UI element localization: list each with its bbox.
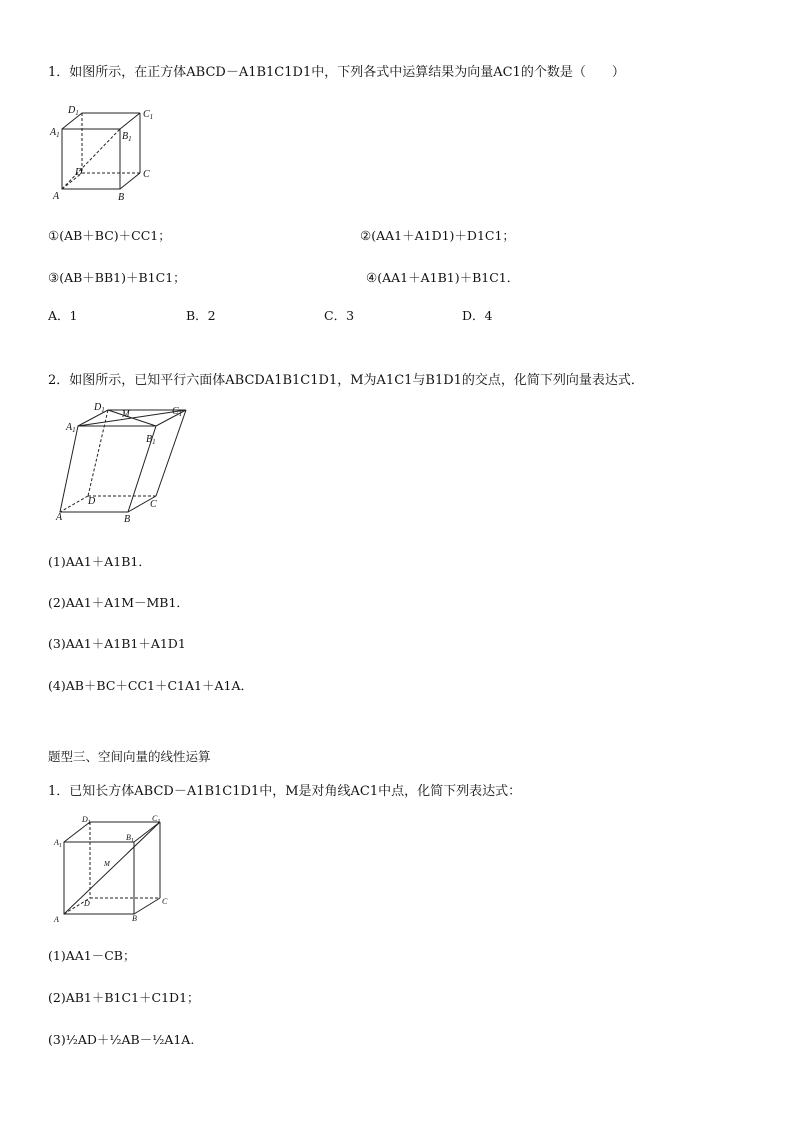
- svg-text:D1: $D_1$: [94, 402, 105, 414]
- q1-item-4: ④(AA1＋A1B1)＋B1C1．: [366, 270, 520, 285]
- q3-item-2: (2)AB1＋B1C1＋C1D1；: [48, 990, 200, 1005]
- svg-text:A: A: [56, 512, 63, 523]
- q1-item-2: ②(AA1＋A1D1)＋D1C1；: [360, 228, 515, 243]
- svg-text:C1: $C_1$: [152, 814, 161, 825]
- q2-item-1: (1)AA1＋A1B1．: [48, 554, 151, 569]
- q1-item-3: ③(AB＋BB1)＋B1C1；: [48, 270, 186, 285]
- svg-text:D: D: [88, 496, 96, 507]
- section-heading: 题型三、空间向量的线性运算: [48, 749, 211, 764]
- svg-text:A: A: [53, 191, 60, 202]
- q2-parallelepiped-figure: [52, 400, 202, 525]
- svg-text:B: B: [118, 192, 125, 203]
- svg-text:B1: $B_1$: [146, 434, 156, 446]
- q3-item-1: (1)AA1－CB；: [48, 948, 136, 963]
- svg-text:D1: $D_1$: [82, 815, 91, 826]
- q2-stem: 2．如图所示，已知平行六面体ABCDA1B1C1D1，M为A1C1与B1D1的交点，化简下列向量表达式．: [48, 373, 644, 388]
- q1-cube-figure: [48, 103, 168, 203]
- q2-item-4: (4)AB＋BC＋CC1＋C1A1＋A1A．: [48, 678, 253, 693]
- svg-text:D: D: [84, 899, 90, 908]
- svg-text:M: M: [122, 409, 130, 419]
- svg-text:C1: $C_1$: [172, 406, 183, 418]
- q1-choice-d[interactable]: D．4: [462, 308, 493, 323]
- svg-text:B: B: [132, 914, 137, 922]
- q1-choice-b[interactable]: B．2: [186, 308, 216, 323]
- svg-text:C1: $C_1$: [143, 109, 154, 121]
- q1-stem: 1．如图所示，在正方体ABCD－A1B1C1D1中，下列各式中运算结果为向量AC1的个数是（ ）: [48, 65, 625, 80]
- svg-text:C: C: [162, 897, 168, 906]
- svg-text:A: A: [54, 915, 59, 922]
- q2-item-3: (3)AA1＋A1B1＋A1D1: [48, 636, 186, 651]
- svg-text:A1: $A_1$: [66, 422, 76, 434]
- svg-text:B1: $B_1$: [122, 131, 132, 143]
- q3-cuboid-figure: [48, 812, 178, 922]
- svg-text:D: D: [75, 167, 83, 178]
- q1-item-1: ①(AB＋BC)＋CC1；: [48, 228, 171, 243]
- svg-text:M: M: [104, 860, 110, 868]
- svg-text:A1: $A_1$: [54, 838, 62, 849]
- q1-choice-c[interactable]: C．3: [324, 308, 355, 323]
- q2-item-2: (2)AA1＋A1M－MB1．: [48, 595, 189, 610]
- svg-text:C: C: [150, 499, 157, 510]
- svg-text:A1: $A_1$: [50, 127, 60, 139]
- svg-text:C: C: [143, 169, 150, 180]
- q3-item-3: (3)½AD＋½AB－½A1A.: [48, 1032, 195, 1047]
- svg-text:B: B: [124, 514, 131, 525]
- q3-stem: 1．已知长方体ABCD－A1B1C1D1中，M是对角线AC1中点，化简下列表达式：: [48, 784, 522, 799]
- svg-text:B1: $B_1$: [126, 833, 134, 844]
- q1-choice-a[interactable]: A．1: [48, 308, 78, 323]
- svg-text:D1: $D_1$: [68, 105, 79, 117]
